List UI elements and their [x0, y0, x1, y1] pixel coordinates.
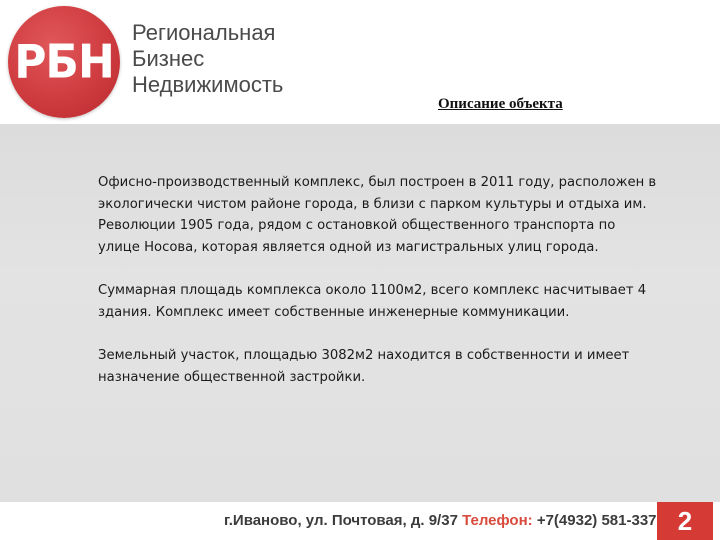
- footer-contact: [224, 512, 657, 529]
- logo-line-1: Региональная: [132, 20, 276, 45]
- page-title: Описание объекта: [438, 96, 563, 112]
- paragraph-area: Суммарная площадь комплекса около 1100м2, всего комплекс насчитывает 4 здания. Комплекс имеет собственные инженерные коммуникации.: [98, 283, 647, 320]
- description-body: [98, 172, 658, 410]
- footer-phone: +7(4932) 581-337: [536, 512, 657, 529]
- logo-text: [132, 20, 283, 98]
- page-number-badge: [657, 502, 713, 540]
- footer-phone-label: Телефон:: [462, 512, 537, 529]
- paragraph-land: Земельный участок, площадью 3082м2 находится в собственности и имеет назначение общественной застройки.: [98, 348, 630, 385]
- logo-abbreviation: РБН: [14, 35, 114, 89]
- page-number: 2: [677, 505, 693, 536]
- logo-line-2: Бизнес: [132, 46, 205, 71]
- footer-address: г.Иваново, ул. Почтовая, д. 9/37: [224, 512, 463, 529]
- paragraph-history: Офисно-производственный комплекс, был построен в 2011 году, расположен в экологически чистом районе города, в близи с парком культуры и отдыха им. Революции 1905 года, рядом с остановкой общественного транспорта по улице Носова, которая является одной из магистральных улиц города.: [98, 175, 657, 255]
- logo-line-3: Недвижимость: [132, 72, 284, 97]
- logo-circle: [8, 6, 120, 118]
